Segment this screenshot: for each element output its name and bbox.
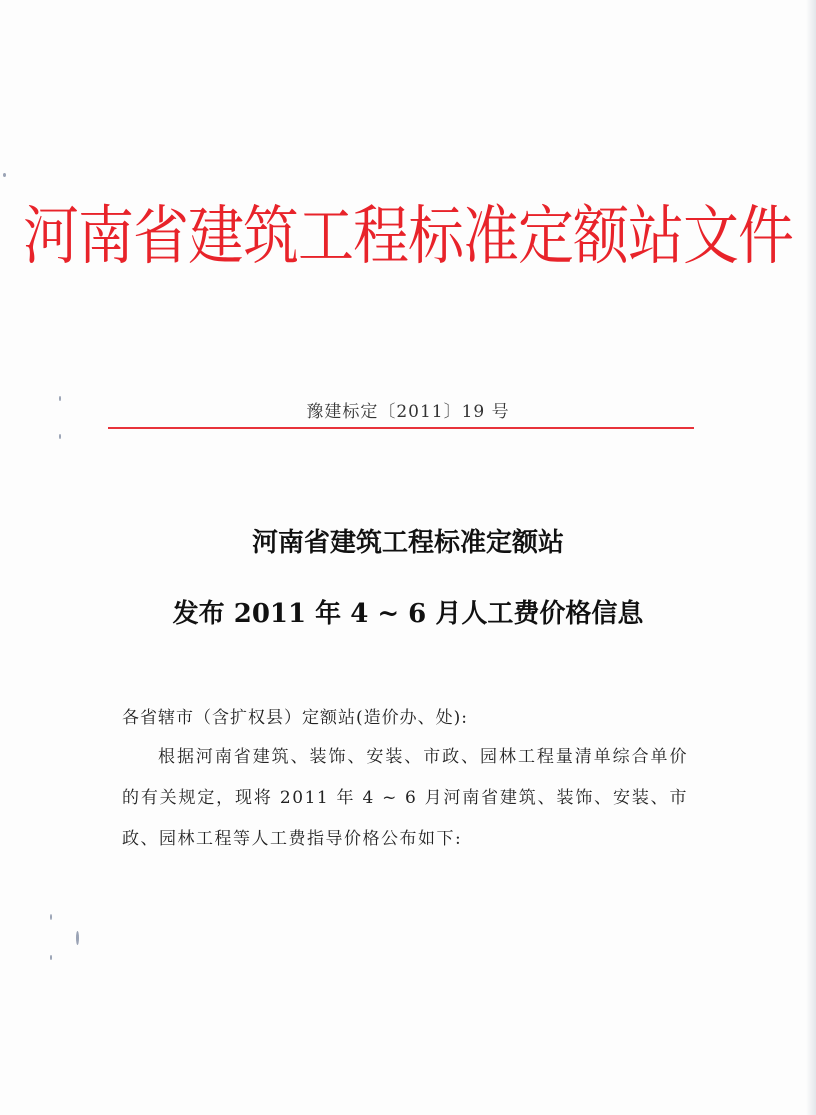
document-title-line-2: 发布 2011 年 4 ~ 6 月人工费价格信息 xyxy=(172,599,644,629)
header-divider xyxy=(108,427,694,429)
salutation: 各省辖市（含扩权县）定额站(造价办、处): xyxy=(122,708,468,728)
scan-speck xyxy=(59,434,61,439)
document-title-line-1: 河南省建筑工程标准定额站 xyxy=(251,528,564,558)
scan-speck xyxy=(50,914,52,920)
body-paragraph: 根据河南省建筑、装饰、安装、市政、园林工程量清单综合单价的有关规定，现将 2011 年 4 ~ 6 月河南省建筑、装饰、安装、市政、园林工程等人工费指导价格公布如下: xyxy=(122,747,688,849)
scan-speck xyxy=(50,955,52,960)
document-number: 豫建标定〔2011〕19 号 xyxy=(306,402,510,422)
document-header-title: 河南省建筑工程标准定额站文件 xyxy=(23,199,793,274)
scan-speck xyxy=(3,173,6,177)
scan-speck xyxy=(76,931,79,945)
